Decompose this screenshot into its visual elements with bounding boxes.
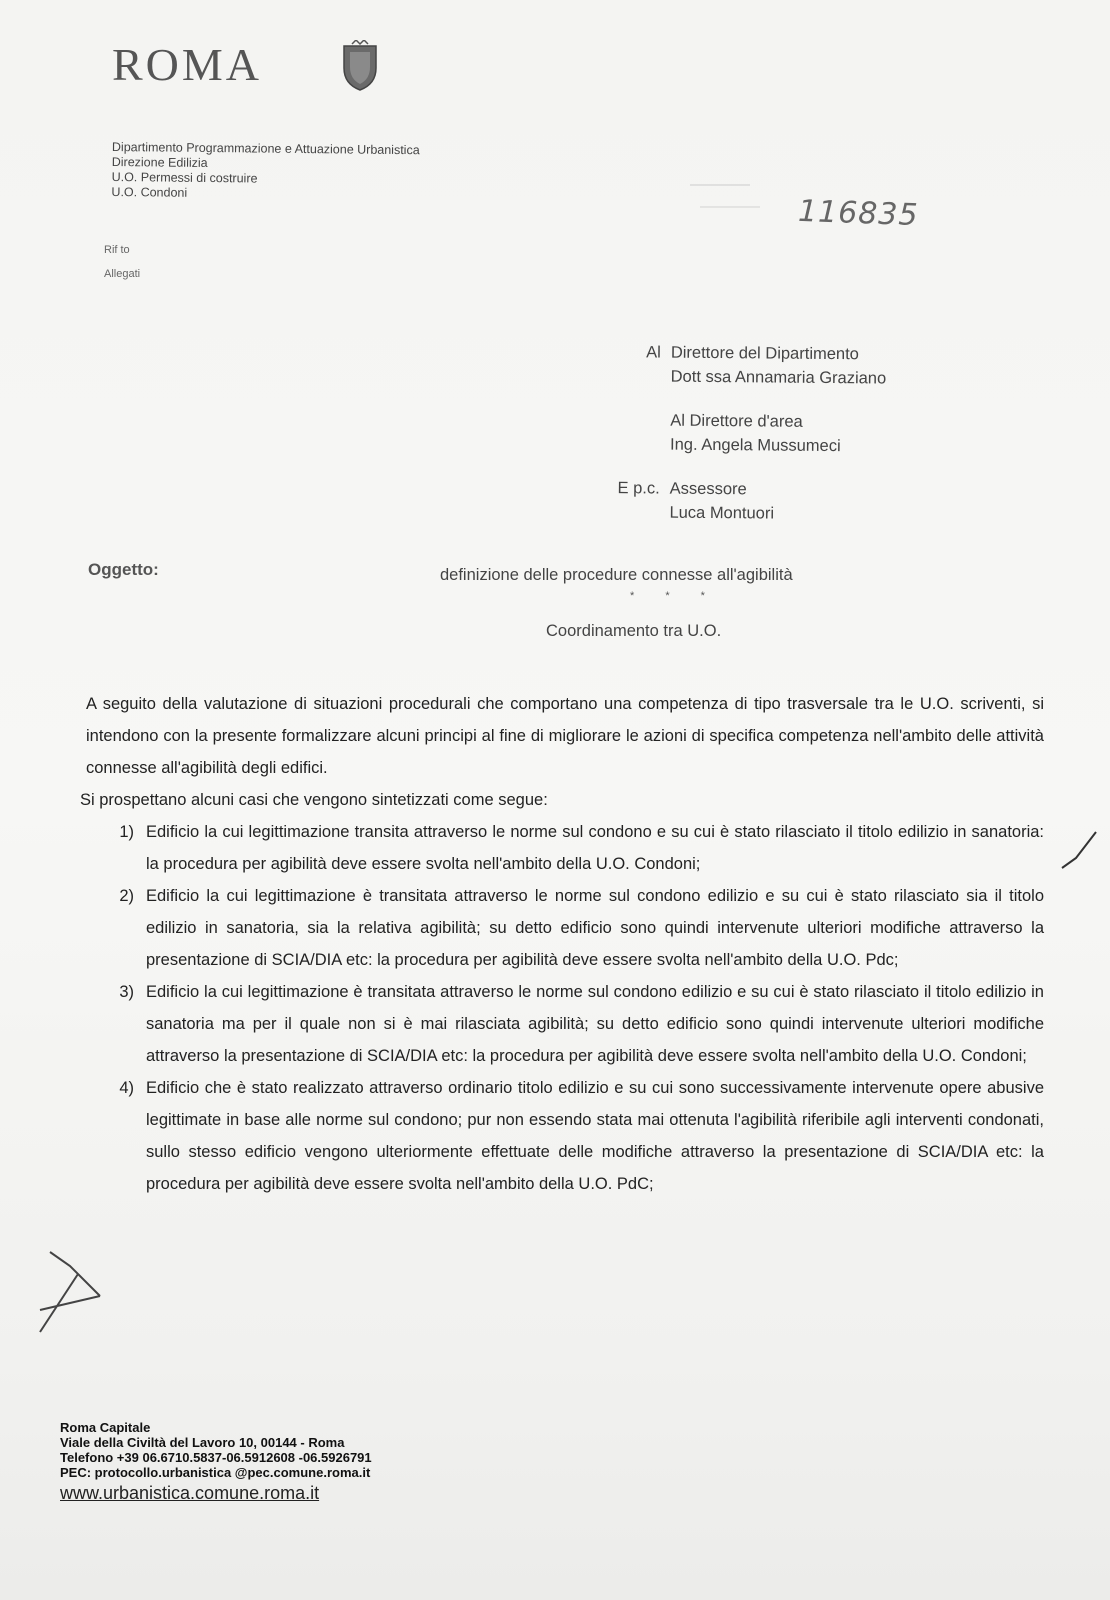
recipient-line: Assessore bbox=[669, 479, 747, 499]
list-item-text: Edificio la cui legittimazione è transitata attraverso le norme sul condono edilizio e su cui è stato rilasciato sia il titolo edilizio in sanatoria, sia la relativa agibilità; su detto edificio sono quindi intervenute ulteriori modifiche attraverso la presentazione di SCIA/DIA etc: la procedura per agibilità deve essere svolta nell'ambito della U.O. Pdc; bbox=[146, 887, 1044, 969]
recipients-block bbox=[598, 340, 886, 526]
list-item-text: Edificio la cui legittimazione è transitata attraverso le norme sul condono edilizio e su cui è stato rilasciato il titolo edilizio in sanatoria ma per il quale non si è mai rilasciata agibilità; su detto edificio sono quindi intervenute ulteriori modifiche attraverso la presentazione di SCIA/DIA etc: la procedura per agibilità deve essere svolta nell'ambito della U.O. Condoni; bbox=[146, 983, 1044, 1065]
recipient-row bbox=[599, 432, 886, 458]
brand-logo-text: ROMA bbox=[112, 39, 263, 90]
cases-list bbox=[80, 816, 1044, 1200]
list-item-number: 2) bbox=[119, 887, 134, 905]
footer-org: Roma Capitale bbox=[60, 1420, 151, 1435]
recipient-line: Luca Montuori bbox=[669, 503, 775, 523]
list-item bbox=[80, 880, 1044, 976]
subject-text: definizione delle procedure connesse all'agibilità bbox=[440, 566, 793, 584]
handwritten-protocol-number: 116835 bbox=[797, 193, 920, 234]
body-paragraph: A seguito della valutazione di situazioni procedurali che comportano una competenza di tipo trasversale tra le U.O. scriventi, si intendono con la presente formalizzare alcuni principi al fine di migliorare le azioni di specifica competenza nell'ambito delle attività connesse all'agibilità degli edifici. bbox=[86, 695, 1044, 777]
subject-label: Oggetto: bbox=[88, 560, 159, 579]
department-line: U.O. Condoni bbox=[111, 184, 188, 200]
allegati-label: Allegati bbox=[104, 268, 141, 280]
recipient-row bbox=[598, 500, 885, 526]
subject-separator: * * * bbox=[630, 590, 719, 602]
recipient-row bbox=[599, 476, 886, 502]
list-item-number: 3) bbox=[119, 983, 134, 1001]
footer-website-link[interactable]: www.urbanistica.comune.roma.it bbox=[60, 1483, 320, 1503]
checkmark-icon bbox=[1062, 832, 1096, 868]
footer-phone: Telefono +39 06.6710.5837-06.5912608 -06.5926791 bbox=[60, 1450, 372, 1465]
list-item-text: Edificio la cui legittimazione transita attraverso le norme sul condono e su cui è stato rilasciato il titolo edilizio in sanatoria: la procedura per agibilità deve essere svolta nell'ambito della U.O. Condoni; bbox=[146, 823, 1044, 873]
department-block bbox=[111, 140, 419, 203]
department-line: U.O. Permessi di costruire bbox=[111, 169, 258, 186]
department-line: Direzione Edilizia bbox=[111, 154, 208, 171]
recipient-prefix bbox=[599, 408, 670, 433]
recipient-row bbox=[599, 408, 886, 434]
recipient-line: Dott ssa Annamaria Graziano bbox=[670, 367, 887, 388]
list-item bbox=[80, 976, 1044, 1072]
reference-labels bbox=[104, 238, 140, 286]
recipient-row bbox=[600, 340, 887, 366]
footer-contact bbox=[60, 1420, 372, 1501]
recipient-line: Direttore del Dipartimento bbox=[670, 343, 859, 364]
letter-body bbox=[80, 688, 1044, 1200]
footer-pec: PEC: protocollo.urbanistica @pec.comune.roma.it bbox=[60, 1465, 371, 1480]
list-item-number: 1) bbox=[119, 823, 134, 841]
rif-label: Rif to bbox=[104, 244, 130, 256]
list-item-text: Edificio che è stato realizzato attraverso ordinario titolo edilizio e su cui sono successivamente intervenute opere abusive legittimate in base alle norme sul condono; pur non essendo stata mai ottenuta l'agibilità riferibile agli interventi condonati, sullo stesso edificio vengono ulteriormente effettuate delle modifiche attraverso la presentazione di SCIA/DIA etc: la procedura per agibilità deve essere svolta nell'ambito della U.O. PdC; bbox=[146, 1079, 1044, 1193]
arrow-mark-icon bbox=[40, 1252, 100, 1332]
recipient-row bbox=[600, 364, 887, 390]
recipient-prefix: Al bbox=[646, 343, 661, 362]
list-item bbox=[80, 816, 1044, 880]
body-intro: Si prospettano alcuni casi che vengono sintetizzati come segue: bbox=[80, 791, 548, 809]
list-item-number: 4) bbox=[119, 1079, 134, 1097]
footer-address: Viale della Civiltà del Lavoro 10, 00144 - Roma bbox=[60, 1435, 345, 1450]
recipient-line: Ing. Angela Mussumeci bbox=[670, 435, 841, 456]
list-item bbox=[80, 1072, 1044, 1200]
recipient-line: Al Direttore d'area bbox=[670, 411, 803, 431]
department-line: Dipartimento Programmazione e Attuazione Urbanistica bbox=[111, 140, 420, 158]
recipient-prefix: E p.c. bbox=[617, 479, 660, 498]
subject-subtitle: Coordinamento tra U.O. bbox=[546, 622, 722, 640]
roma-crest-icon bbox=[338, 40, 382, 92]
